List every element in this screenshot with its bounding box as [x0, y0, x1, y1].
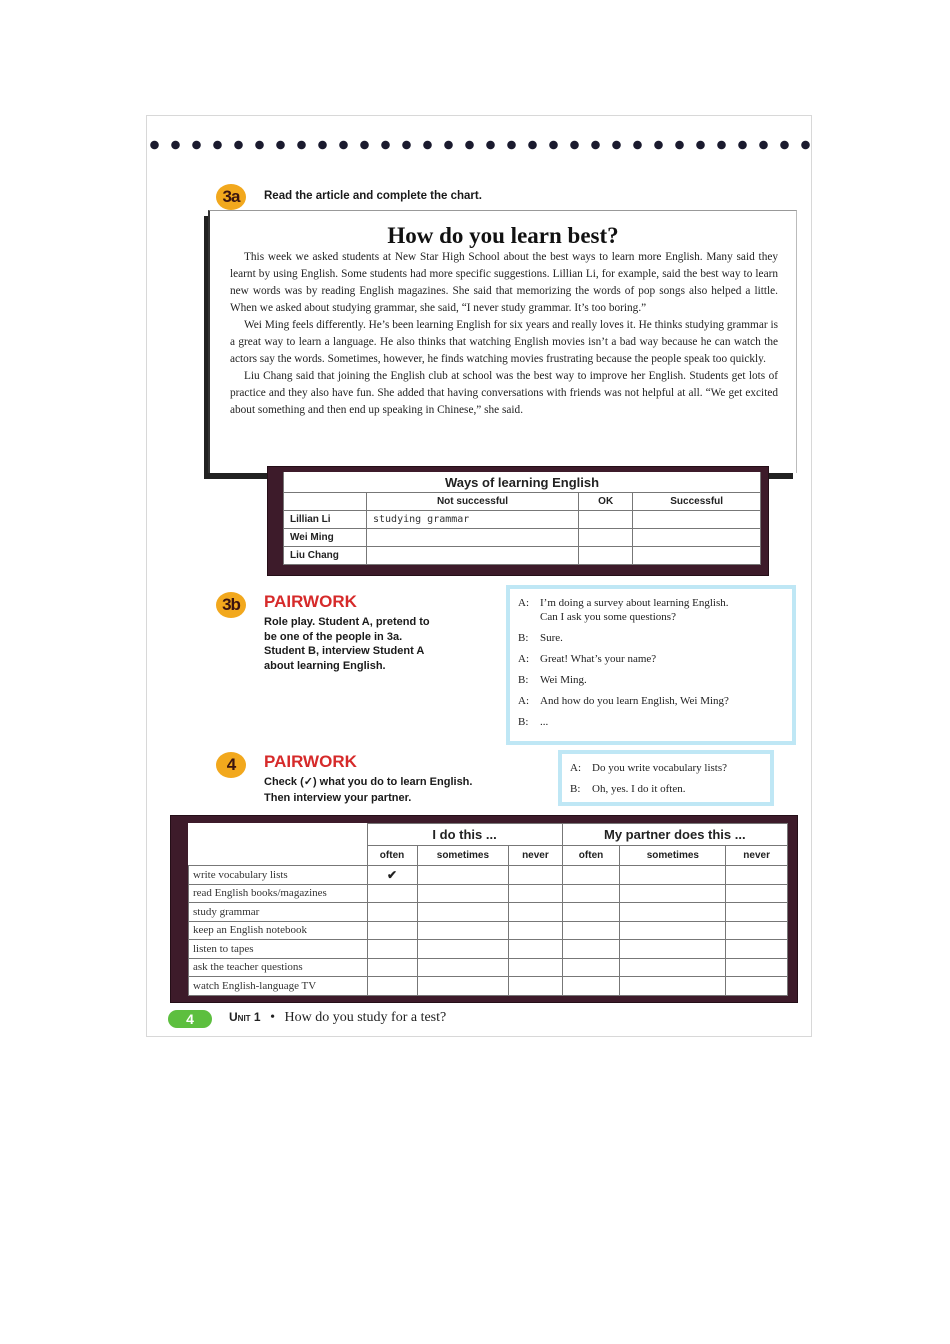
table-row — [189, 866, 788, 885]
check-cell[interactable] — [726, 940, 788, 959]
check-cell[interactable] — [620, 940, 726, 959]
pairwork-title: PAIRWORK — [264, 592, 357, 611]
check-cell[interactable] — [562, 921, 620, 940]
instruction-line: be one of the people in 3a. — [264, 630, 403, 643]
pairwork-title: PAIRWORK — [264, 752, 357, 771]
check-cell[interactable] — [562, 903, 620, 922]
activity-label: study grammar — [189, 903, 368, 922]
chart-cell[interactable] — [367, 547, 579, 565]
dialog-line — [518, 611, 676, 623]
chart-row — [284, 511, 761, 529]
check-cell[interactable] — [726, 977, 788, 996]
check-cell[interactable] — [509, 921, 562, 940]
dialog-text: I’m doing a survey about learning English. — [540, 597, 729, 609]
dialog-text: Oh, yes. I do it often. — [592, 783, 686, 795]
check-cell[interactable] — [509, 977, 562, 996]
dialog-text: And how do you learn English, Wei Ming? — [540, 695, 729, 707]
chart-column-header: Not successful — [367, 493, 579, 511]
section-3b-instructions — [264, 615, 430, 673]
dialog-line — [518, 695, 729, 707]
dialog-text: Wei Ming. — [540, 674, 587, 686]
check-cell[interactable] — [367, 884, 417, 903]
page-number-badge — [168, 1010, 212, 1028]
frequency-header: sometimes — [620, 846, 726, 866]
check-cell[interactable] — [620, 903, 726, 922]
dialog-text: Sure. — [540, 632, 563, 644]
article-body — [230, 249, 778, 419]
check-cell[interactable] — [417, 958, 509, 977]
speaker-label: B: — [518, 674, 529, 686]
chart-row — [284, 547, 761, 565]
check-cell[interactable] — [726, 884, 788, 903]
page-number: 4 — [186, 1011, 194, 1027]
check-cell[interactable] — [620, 977, 726, 996]
chart-cell[interactable] — [633, 511, 761, 529]
check-cell[interactable] — [620, 921, 726, 940]
frequency-header: often — [367, 846, 417, 866]
check-cell[interactable] — [367, 940, 417, 959]
check-cell[interactable] — [509, 903, 562, 922]
chart-row-name: Liu Chang — [284, 547, 367, 565]
group-header: I do this ... — [367, 824, 562, 846]
footer-caption — [229, 1010, 446, 1026]
check-cell[interactable] — [562, 940, 620, 959]
chart-column-header: OK — [579, 493, 633, 511]
check-cell[interactable] — [509, 958, 562, 977]
chart-title: Ways of learning English — [284, 472, 761, 493]
check-cell[interactable] — [417, 903, 509, 922]
check-cell[interactable] — [367, 903, 417, 922]
activity-label: watch English-language TV — [189, 977, 368, 996]
table-row — [189, 903, 788, 922]
check-cell[interactable] — [509, 866, 562, 885]
check-cell[interactable] — [509, 884, 562, 903]
dialog-line — [570, 783, 685, 795]
check-cell[interactable] — [726, 921, 788, 940]
check-cell[interactable] — [562, 958, 620, 977]
ways-of-learning-chart — [283, 472, 761, 565]
speaker-label: A: — [518, 653, 529, 665]
section-number: 3b — [222, 595, 240, 614]
activity-label: listen to tapes — [189, 940, 368, 959]
dialog-line — [518, 716, 548, 728]
chart-cell[interactable] — [367, 529, 579, 547]
check-cell[interactable] — [562, 884, 620, 903]
activity-label: ask the teacher questions — [189, 958, 368, 977]
frequency-header: never — [726, 846, 788, 866]
check-cell[interactable] — [417, 884, 509, 903]
chart-cell[interactable] — [579, 547, 633, 565]
dialog-box-3b — [506, 585, 796, 745]
chart-column-header: Successful — [633, 493, 761, 511]
section-3a-instruction: Read the article and complete the chart. — [264, 190, 482, 202]
chart-cell[interactable] — [579, 529, 633, 547]
check-cell[interactable]: ✔ — [367, 866, 417, 885]
section-number: 4 — [226, 755, 236, 774]
chart-row-name: Wei Ming — [284, 529, 367, 547]
speaker-label: A: — [518, 695, 529, 707]
table-corner — [189, 824, 368, 866]
dotted-divider — [150, 139, 810, 151]
activity-label: write vocabulary lists — [189, 866, 368, 885]
instruction-line: Check (✓) what you do to learn English. — [264, 776, 473, 788]
unit-title: How do you study for a test? — [284, 1010, 447, 1025]
check-cell[interactable] — [417, 866, 509, 885]
footer-separator: • — [270, 1010, 275, 1025]
check-cell[interactable] — [367, 958, 417, 977]
instruction-line: Role play. Student A, pretend to — [264, 616, 430, 628]
table-row — [189, 884, 788, 903]
check-cell[interactable] — [562, 977, 620, 996]
dialog-box-4 — [558, 750, 774, 806]
table-row — [189, 958, 788, 977]
check-cell[interactable] — [620, 866, 726, 885]
unit-label: Unit 1 — [229, 1010, 261, 1024]
dialog-line — [518, 674, 587, 686]
check-cell[interactable] — [417, 921, 509, 940]
check-cell[interactable] — [620, 958, 726, 977]
speaker-label: B: — [518, 632, 529, 644]
check-cell[interactable] — [726, 958, 788, 977]
instruction-line: about learning English. — [264, 659, 386, 672]
section-4-instructions — [264, 774, 472, 806]
dialog-line — [570, 762, 727, 774]
instruction-line: Student B, interview Student A — [264, 645, 425, 657]
article-paragraph: This week we asked students at New Star High School about the best ways to learn more English. Many said they learnt by using English. Some students had more specific suggestions. Lillian Li, for example, said the best way to learn new words was by reading English magazines. She said that memorizing the words of pop songs also helped a little. When we asked about studying grammar, she said, “I never study grammar. It’s too boring.” — [230, 251, 778, 314]
frequency-header: sometimes — [417, 846, 509, 866]
dialog-line — [518, 632, 563, 644]
dialog-text: ... — [540, 716, 549, 728]
table-row — [189, 921, 788, 940]
check-cell[interactable] — [726, 866, 788, 885]
activity-label: keep an English notebook — [189, 921, 368, 940]
table-row — [189, 977, 788, 996]
chart-cell[interactable] — [633, 529, 761, 547]
frequency-header: never — [509, 846, 562, 866]
chart-row-name: Lillian Li — [284, 511, 367, 529]
instruction-line: Then interview your partner. — [264, 792, 412, 804]
article-paragraph: Wei Ming feels differently. He’s been learning English for six years and really loves it. He thinks studying grammar is a great way to learn a language. He also thinks that watching English movies isn’t a bad way because he can watch the actors say the words. Sometimes, however, he finds watching movies frustrating because the people speak too quickly. — [230, 319, 778, 365]
chart-corner — [284, 493, 367, 511]
section-3b-badge — [216, 592, 246, 618]
learning-habits-table — [188, 823, 788, 996]
check-cell[interactable] — [620, 884, 726, 903]
dialog-line — [518, 653, 656, 665]
chart-cell[interactable] — [579, 511, 633, 529]
dialog-line — [518, 597, 729, 609]
activity-label: read English books/magazines — [189, 884, 368, 903]
chart-row — [284, 529, 761, 547]
article-paragraph: Liu Chang said that joining the English club at school was the best way to improve her English. Students get lots of practice and they also have fun. She added that having conversations with friends was not helpful at all. “We get excited about something and then end up speaking in Chinese,” she said. — [230, 370, 778, 416]
article-clipping — [208, 210, 797, 473]
frequency-header: often — [562, 846, 620, 866]
check-cell[interactable] — [417, 977, 509, 996]
check-cell[interactable] — [562, 866, 620, 885]
check-cell[interactable] — [367, 977, 417, 996]
dialog-text: Great! What’s your name? — [540, 653, 657, 665]
check-cell[interactable] — [367, 921, 417, 940]
table-row — [189, 940, 788, 959]
speaker-label: B: — [570, 783, 581, 795]
group-header: My partner does this ... — [562, 824, 787, 846]
check-cell[interactable] — [417, 940, 509, 959]
section-number: 3a — [222, 187, 240, 206]
speaker-label: A: — [518, 597, 529, 609]
speaker-label: B: — [518, 716, 529, 728]
check-cell[interactable] — [509, 940, 562, 959]
check-cell[interactable] — [726, 903, 788, 922]
dialog-text: Can I ask you some questions? — [540, 611, 676, 623]
dialog-text: Do you write vocabulary lists? — [592, 762, 728, 774]
section-3a-badge — [216, 184, 246, 210]
chart-cell[interactable]: studying grammar — [367, 511, 579, 529]
article-title: How do you learn best? — [387, 223, 619, 248]
section-4-badge — [216, 752, 246, 778]
speaker-label: A: — [570, 762, 581, 774]
chart-cell[interactable] — [633, 547, 761, 565]
